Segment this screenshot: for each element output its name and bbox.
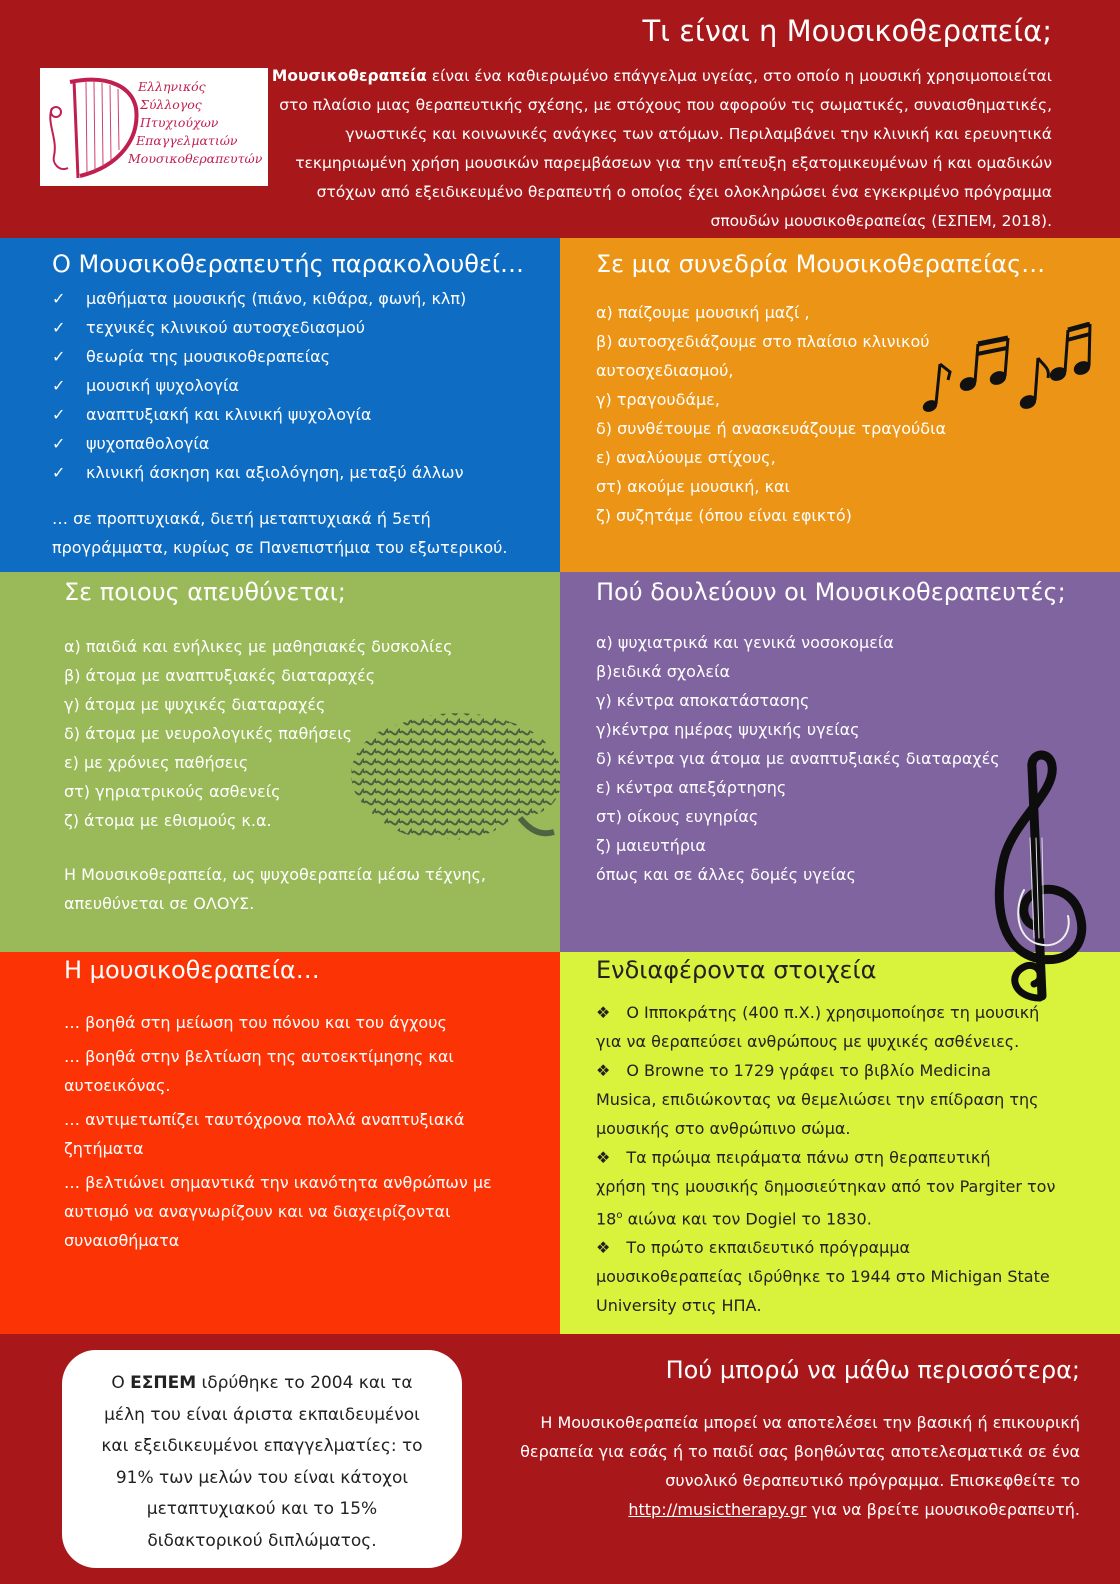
list-item-line: … βοηθά στην βελτίωση της αυτοεκτίμησης και xyxy=(64,1047,454,1066)
logo-text-line: Επαγγελματιών xyxy=(136,133,238,148)
espem-line: μεταπτυχιακού και το 15% xyxy=(146,1499,378,1519)
espem-line: μέλη του είναι άριστα εκπαιδευμένοι xyxy=(104,1404,420,1425)
list-item xyxy=(52,284,466,313)
list-item: β) αυτοσχεδιάζουμε στο πλαίσιο κλινικού xyxy=(596,332,930,351)
list-item-text: τεχνικές κλινικού αυτοσχεδιασμού xyxy=(86,318,366,337)
workplaces-title: Πού δουλεύουν οι Μουσικοθεραπευτές; xyxy=(596,578,1066,606)
espem-line xyxy=(62,1368,462,1400)
list-item xyxy=(64,1168,492,1255)
list-item: όπως και σε άλλες δομές υγείας xyxy=(596,865,856,884)
logo-text-line: Πτυχιούχων xyxy=(140,115,219,130)
note-line: απευθύνεται σε ΟΛΟΥΣ. xyxy=(64,894,255,913)
list-item: ε) κέντρα απεξάρτησης xyxy=(596,778,787,797)
list-item-line: … αντιμετωπίζει ταυτόχρονα πολλά αναπτυξιακά xyxy=(64,1110,465,1129)
fact-text: Το πρώτο εκπαιδευτικό πρόγραμμα xyxy=(626,1238,911,1258)
list-item xyxy=(52,342,466,371)
list-item xyxy=(596,1143,1086,1233)
list-item: ζ) μαιευτήρια xyxy=(596,836,706,855)
audience-note xyxy=(64,860,486,918)
fact-superscript: ο xyxy=(616,1210,623,1221)
list-item-line: … βοηθά στη μείωση του πόνου και του άγχους xyxy=(64,1013,447,1032)
intro-text: είναι ένα καθιερωμένο επάγγελμα υγείας, στο οποίο η μουσική χρησιμοποιείται στο πλαίσιο μιας θεραπευτικής σχέσης, με στόχους που αφορούν τις σωματικές, συναισθηματικές, γνωστικές και κοινωνικές ανάγκες των ατόμων. Περιλαμβάνει την κλινική και ερευνητικά τεκμηριωμένη χρήση μουσικών παρεμβάσεων για την επίτευξη εξατομικευμένων ή και ομαδικών στόχων από εξειδικευμένο θεραπευτή ο οποίος έχει ολοκληρώσει ένα εγκεκριμένο πρόγραμμα σπουδών μουσικοθεραπείας (ΕΣΠΕΜ, 2018). xyxy=(279,67,1052,230)
list-item: γ) άτομα με ψυχικές διαταραχές xyxy=(64,695,326,714)
facts-list xyxy=(596,998,1086,1320)
list-item-text: μουσική ψυχολογία xyxy=(86,376,239,395)
benefits-panel xyxy=(0,952,560,1334)
diamond-bullet-icon: ❖ xyxy=(596,1148,611,1167)
training-note xyxy=(52,504,508,562)
facts-panel xyxy=(560,952,1120,1334)
logo-text-line: Ελληνικός xyxy=(138,79,206,94)
website-link[interactable]: http://musictherapy.gr xyxy=(628,1500,807,1519)
list-item: β) άτομα με αναπτυξιακές διαταραχές xyxy=(64,666,376,685)
list-item-line: αυτισμό να αναγνωρίζουν και να διαχειρίζονται xyxy=(64,1202,451,1221)
list-item: γ) κέντρα αποκατάστασης xyxy=(596,691,810,710)
training-list xyxy=(52,284,466,487)
diamond-bullet-icon: ❖ xyxy=(596,1003,611,1022)
note-line: … σε προπτυχιακά, διετή μεταπτυχιακά ή 5ετή xyxy=(52,509,431,528)
fact-text: 18 xyxy=(596,1209,617,1229)
list-item: δ) άτομα με νευρολογικές παθήσεις xyxy=(64,724,352,743)
session-panel xyxy=(560,238,1120,572)
list-item: δ) συνθέτουμε ή ανασκευάζουμε τραγούδια xyxy=(596,419,947,438)
training-panel xyxy=(0,238,560,572)
list-item: β)ειδικά σχολεία xyxy=(596,662,731,681)
logo-text-line: Μουσικοθεραπευτών xyxy=(128,151,263,166)
note-line: Η Μουσικοθεραπεία, ως ψυχοθεραπεία μέσω τέχνης, xyxy=(64,865,487,884)
audience-list xyxy=(64,632,453,835)
espem-logo xyxy=(40,68,268,186)
benefits-title: Η μουσικοθεραπεία… xyxy=(64,956,320,984)
learn-more-line: συνολικό θεραπευτικό πρόγραμμα. Επισκεφθείτε το xyxy=(665,1471,1080,1490)
intro-prefix: Η xyxy=(255,67,272,85)
audience-title: Σε ποιους απευθύνεται; xyxy=(64,578,346,606)
session-list xyxy=(596,298,946,530)
list-item xyxy=(596,1233,1086,1320)
check-icon: ✓ xyxy=(52,289,66,308)
intro-bold-term: Μουσικοθεραπεία xyxy=(271,67,427,85)
list-item xyxy=(64,1008,492,1037)
session-title: Σε μια συνεδρία Μουσικοθεραπείας… xyxy=(596,250,1046,278)
benefits-list xyxy=(64,1008,492,1255)
espem-text: ιδρύθηκε το 2004 και τα xyxy=(196,1373,413,1393)
learn-more-text xyxy=(460,1408,1080,1524)
espem-info-box xyxy=(62,1350,462,1568)
list-item xyxy=(52,429,466,458)
list-item: δ) κέντρα για άτομα με αναπτυξιακές διαταραχές xyxy=(596,749,1000,768)
list-item-text: θεωρία της μουσικοθεραπείας xyxy=(86,347,331,366)
list-item-line: αυτοεικόνας. xyxy=(64,1076,171,1095)
list-item: αυτοσχεδιασμού, xyxy=(596,361,734,380)
check-icon: ✓ xyxy=(52,347,66,366)
list-item-line: … βελτιώνει σημαντικά την ικανότητα ανθρώπων με xyxy=(64,1173,492,1192)
page-title: Τι είναι η Μουσικοθεραπεία; xyxy=(642,14,1052,48)
fact-text: μουσικοθεραπείας ιδρύθηκε το 1944 στο Michigan State xyxy=(596,1267,1050,1287)
treble-clef-guitar-icon xyxy=(984,748,1088,1008)
facts-title: Ενδιαφέροντα στοιχεία xyxy=(596,956,877,984)
list-item-text: αναπτυξιακή και κλινική ψυχολογία xyxy=(86,405,372,424)
note-line: προγράμματα, κυρίως σε Πανεπιστήμια του εξωτερικού. xyxy=(52,538,508,557)
check-icon: ✓ xyxy=(52,405,66,424)
list-item: ε) με χρόνιες παθήσεις xyxy=(64,753,249,772)
list-item-line: συναισθήματα xyxy=(64,1231,180,1250)
check-icon: ✓ xyxy=(52,376,66,395)
audience-panel xyxy=(0,572,560,952)
learn-more-title: Πού μπορώ να μάθω περισσότερα; xyxy=(665,1356,1080,1384)
list-item: α) ψυχιατρικά και γενικά νοσοκομεία xyxy=(596,633,894,652)
header-section xyxy=(0,0,1120,238)
espem-line: και εξειδικευμένοι επαγγελματίες: το xyxy=(101,1436,423,1456)
learn-more-line: θεραπεία για εσάς ή το παιδί σας βοηθώντας αποτελεσματικά σε ένα xyxy=(520,1442,1080,1461)
espem-acronym: ΕΣΠΕΜ xyxy=(130,1373,197,1393)
fact-text: Τα πρώιμα πειράματα πάνω στη θεραπευτική xyxy=(626,1148,991,1167)
list-item: α) παίζουμε μουσική μαζί , xyxy=(596,303,810,322)
espem-line: διδακτορικού διπλώματος. xyxy=(147,1530,377,1551)
list-item xyxy=(52,400,466,429)
learn-more-line xyxy=(460,1495,1080,1524)
fact-text: μουσικής στο ανθρώπινο σώμα. xyxy=(596,1119,851,1138)
logo-text-line: Σύλλογος xyxy=(140,97,202,112)
list-item: ζ) συζητάμε (όπου είναι εφικτό) xyxy=(596,506,852,525)
list-item: α) παιδιά και ενήλικες με μαθησιακές δυσκολίες xyxy=(64,637,453,656)
music-notes-icon xyxy=(920,322,1092,418)
fact-text: αιώνα και τον Dogiel το 1830. xyxy=(622,1209,872,1229)
list-item: στ) οίκους ευγηρίας xyxy=(596,807,759,826)
list-item: γ) τραγουδάμε, xyxy=(596,390,720,409)
check-icon: ✓ xyxy=(52,318,66,337)
fact-text: για να θεραπεύσει ανθρώπους με ψυχικές ασθένειες. xyxy=(596,1032,1020,1051)
espem-line: 91% των μελών του είναι κάτοχοι xyxy=(115,1467,409,1488)
diamond-bullet-icon: ❖ xyxy=(596,1238,611,1258)
list-item-text: ψυχοπαθολογία xyxy=(86,434,210,453)
fact-text: χρήση της μουσικής δημοσιεύτηκαν από τον Pargiter τον xyxy=(596,1177,1056,1196)
list-item-text: μαθήματα μουσικής (πιάνο, κιθάρα, φωνή, κλπ) xyxy=(86,289,467,308)
check-icon: ✓ xyxy=(52,434,66,453)
list-item xyxy=(596,1056,1086,1143)
list-item xyxy=(64,1105,492,1163)
learn-more-line: Η Μουσικοθεραπεία μπορεί να αποτελέσει την βασική ή επικουρική xyxy=(540,1413,1080,1432)
list-item xyxy=(52,313,466,342)
intro-paragraph xyxy=(252,62,1052,236)
list-item: στ) ακούμε μουσική, και xyxy=(596,477,790,496)
diamond-bullet-icon: ❖ xyxy=(596,1061,611,1080)
list-item: στ) γηριατρικούς ασθενείς xyxy=(64,782,281,801)
list-item xyxy=(64,1042,492,1100)
espem-prefix: Ο xyxy=(111,1373,131,1393)
fact-text: Ο Browne το 1729 γράφει το βιβλίο Medicina xyxy=(626,1061,991,1080)
fact-text: Ο Ιπποκράτης (400 π.Χ.) χρησιμοποίησε τη μουσική xyxy=(626,1003,1040,1022)
list-item-text: κλινική άσκηση και αξιολόγηση, μεταξύ άλλων xyxy=(86,463,464,482)
list-item: ε) αναλύουμε στίχους, xyxy=(596,448,776,467)
fact-text: University στις ΗΠΑ. xyxy=(596,1296,762,1316)
training-title: Ο Μουσικοθεραπευτής παρακολουθεί… xyxy=(52,250,525,278)
fact-text: Musica, επιδιώκοντας να θεμελιώσει την επίδραση της xyxy=(596,1090,1039,1109)
list-item xyxy=(52,458,466,487)
list-item: γ)κέντρα ημέρας ψυχικής υγείας xyxy=(596,720,860,739)
list-item-line: ζητήματα xyxy=(64,1139,144,1158)
list-item xyxy=(52,371,466,400)
check-icon: ✓ xyxy=(52,463,66,482)
list-item: ζ) άτομα με εθισμούς κ.α. xyxy=(64,811,272,830)
learn-more-text-end: για να βρείτε μουσικοθεραπευτή. xyxy=(806,1500,1080,1519)
workplaces-list xyxy=(596,628,1000,889)
footer-section xyxy=(0,1334,1120,1584)
